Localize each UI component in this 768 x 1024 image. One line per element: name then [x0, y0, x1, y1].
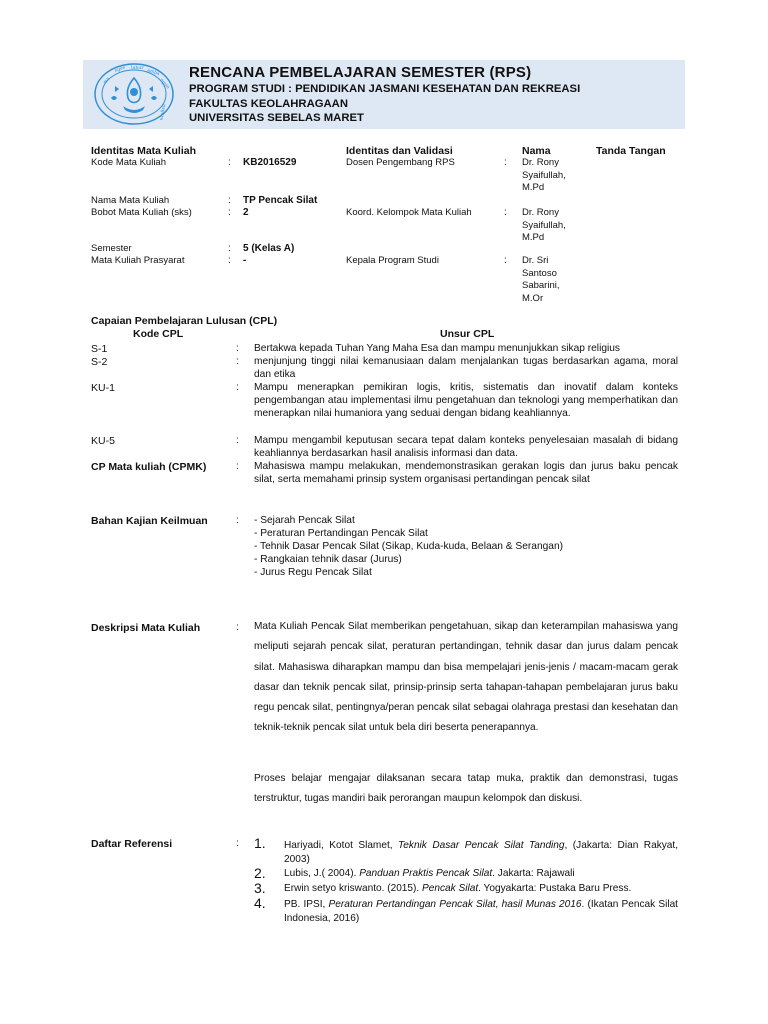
validation-name: Dr. Rony Syaifullah, M.Pd	[522, 157, 566, 193]
field-value: 5 (Kelas A)	[243, 243, 295, 254]
colon: :	[504, 207, 507, 218]
field-label: Semester	[91, 243, 132, 254]
list-item: 4. PB. IPSI, Peraturan Pertandingan Pencak Silat, hasil Munas 2016. (Ikatan Pencak Silat Indonesia, 2016)	[254, 895, 678, 924]
svg-text:nagara: nagara	[158, 103, 166, 121]
deskripsi-paragraph: Mata Kuliah Pencak Silat memberikan pengetahuan, sikap dan keterampilan mahasiswa yang meliputi sejarah pencak silat, peraturan pertandingan, tehnik dasar dan jurus dalam pencak silat. Mahasiswa diharapkan mampu dan bisa mempelajari jenis-jenis / macam-macam gerak dasar dan teknik pencak silat, prinsip-prinsip serta tahapan-tahapan pembelajaran jurus baku regu pencak silat, pentingnya/peran pencak silat sebagai olahraga prestasi dan kesehatan dan teknik-teknik pencak silat untuk bela diri beserta penerapannya.	[254, 621, 678, 734]
cpl-text: Mampu menerapkan pemikiran logis, kritis, sistematis dan inovatif dalam konteks pengembangan atau implementasi ilmu pengetahuan dan teknologi yang memperhatikan dan menerapkan nilai humaniora yang seduai dengan bidang keahliannya.	[254, 382, 678, 419]
colon: :	[228, 195, 231, 206]
identity-heading: Identitas Mata Kuliah	[91, 145, 197, 157]
colon: :	[236, 435, 239, 446]
colon: :	[228, 157, 231, 168]
cpl-code: KU-1	[91, 382, 115, 394]
svg-text:amba: amba	[146, 68, 161, 78]
cpl-code-header: Kode CPL	[133, 328, 184, 340]
cpl-unsur-header: Unsur CPL	[440, 328, 495, 340]
validation-label: Kepala Program Studi	[346, 255, 439, 266]
colon: :	[228, 243, 231, 254]
cpl-code: KU-5	[91, 435, 115, 447]
university: UNIVERSITAS SEBELAS MARET	[189, 112, 364, 124]
validation-heading: Identitas dan Validasi	[346, 145, 453, 157]
colon: :	[236, 356, 239, 367]
signature-heading: Tanda Tangan	[596, 145, 666, 157]
field-label: Kode Mata Kuliah	[91, 157, 166, 168]
colon: :	[236, 838, 239, 849]
validation-name: Dr. Sri Santoso Sabarini, M.Or	[522, 255, 560, 304]
document-title: RENCANA PEMBELAJARAN SEMESTER (RPS)	[189, 64, 532, 81]
colon: :	[228, 255, 231, 266]
colon: :	[504, 157, 507, 168]
cpmk-text: Mahasiswa mampu melakukan, mendemonstrasikan gerakan logis dan jurus baku pencak silat, serta memahami prinsip system organisasi pertandingan pencak silat	[254, 461, 678, 485]
colon: :	[236, 343, 239, 354]
field-label: Bobot Mata Kuliah (sks)	[91, 207, 192, 218]
list-item: - Rangkaian tehnik dasar (Jurus)	[254, 554, 402, 565]
cpl-code: S-1	[91, 343, 108, 355]
svg-text:nges: nges	[113, 65, 127, 74]
program-studi: PROGRAM STUDI : PENDIDIKAN JASMANI KESEHATAN DAN REKREASI	[189, 83, 581, 95]
field-value: -	[243, 255, 247, 266]
list-item: - Peraturan Pertandingan Pencak Silat	[254, 528, 428, 539]
svg-text:ngun: ngun	[158, 77, 171, 91]
list-item: 3. Erwin setyo kriswanto. (2015). Pencak Silat. Yogyakarta: Pustaka Baru Press.	[254, 880, 632, 896]
field-value: TP Pencak Silat	[243, 195, 318, 206]
cpmk-label: CP Mata kuliah (CPMK)	[91, 461, 207, 473]
field-label: Nama Mata Kuliah	[91, 195, 170, 206]
validation-label: Koord. Kelompok Mata Kuliah	[346, 207, 472, 218]
faculty: FAKULTAS KEOLAHRAGAAN	[189, 98, 348, 110]
list-item: 1. Hariyadi, Kotot Slamet, Teknik Dasar Pencak Silat Tanding, (Jakarta: Dian Rakyat, 2003)	[254, 835, 679, 865]
colon: :	[504, 255, 507, 266]
colon: :	[236, 515, 239, 526]
field-value: 2	[243, 207, 249, 218]
list-item: - Sejarah Pencak Silat	[254, 515, 355, 526]
field-value: KB2016529	[243, 157, 297, 168]
cpl-heading: Capaian Pembelajaran Lulusan (CPL)	[91, 315, 278, 327]
list-item: - Jurus Regu Pencak Silat	[254, 567, 372, 578]
svg-text:ma: ma	[102, 76, 112, 86]
cpl-text: menjunjung tinggi nilai kemanusiaan dalam menjalankan tugas berdasarkan agama, moral dan etika	[254, 356, 678, 380]
referensi-label: Daftar Referensi	[91, 838, 173, 850]
university-logo	[93, 62, 175, 126]
bahan-label: Bahan Kajian Keilmuan	[91, 515, 208, 527]
list-item: - Tehnik Dasar Pencak Silat (Sikap, Kuda-kuda, Belaan & Serangan)	[254, 541, 564, 552]
cpl-code: S-2	[91, 356, 108, 368]
validation-label: Dosen Pengembang RPS	[346, 157, 455, 168]
colon: :	[236, 461, 239, 472]
validation-name: Dr. Rony Syaifullah, M.Pd	[522, 207, 566, 243]
colon: :	[228, 207, 231, 218]
colon: :	[236, 382, 239, 393]
cpl-text: Mampu mengambil keputusan secara tepat dalam konteks penyelesaian masalah di bidang keahliannya berdasarkan hasil analisis informasi dan data.	[254, 435, 678, 459]
name-heading: Nama	[522, 145, 551, 157]
deskripsi-paragraph-2: Proses belajar mengajar dilaksanan secara tatap muka, praktik dan demonstrasi, tugas terstruktur, tugas mandiri baik perorangan maupun kelompok dan diskusi.	[254, 773, 678, 805]
list-item: 2. Lubis, J.( 2004). Panduan Praktis Pencak Silat. Jakarta: Rajawali	[254, 865, 575, 881]
deskripsi-label: Deskripsi Mata Kuliah	[91, 622, 201, 634]
referensi-list	[254, 835, 678, 925]
svg-text:luhur: luhur	[131, 66, 144, 71]
cpl-text: Bertakwa kepada Tuhan Yang Maha Esa dan mampu menunjukkan sikap religius	[254, 343, 621, 354]
field-label: Mata Kuliah Prasyarat	[91, 255, 185, 266]
colon: :	[236, 622, 239, 633]
bahan-list	[254, 514, 678, 579]
